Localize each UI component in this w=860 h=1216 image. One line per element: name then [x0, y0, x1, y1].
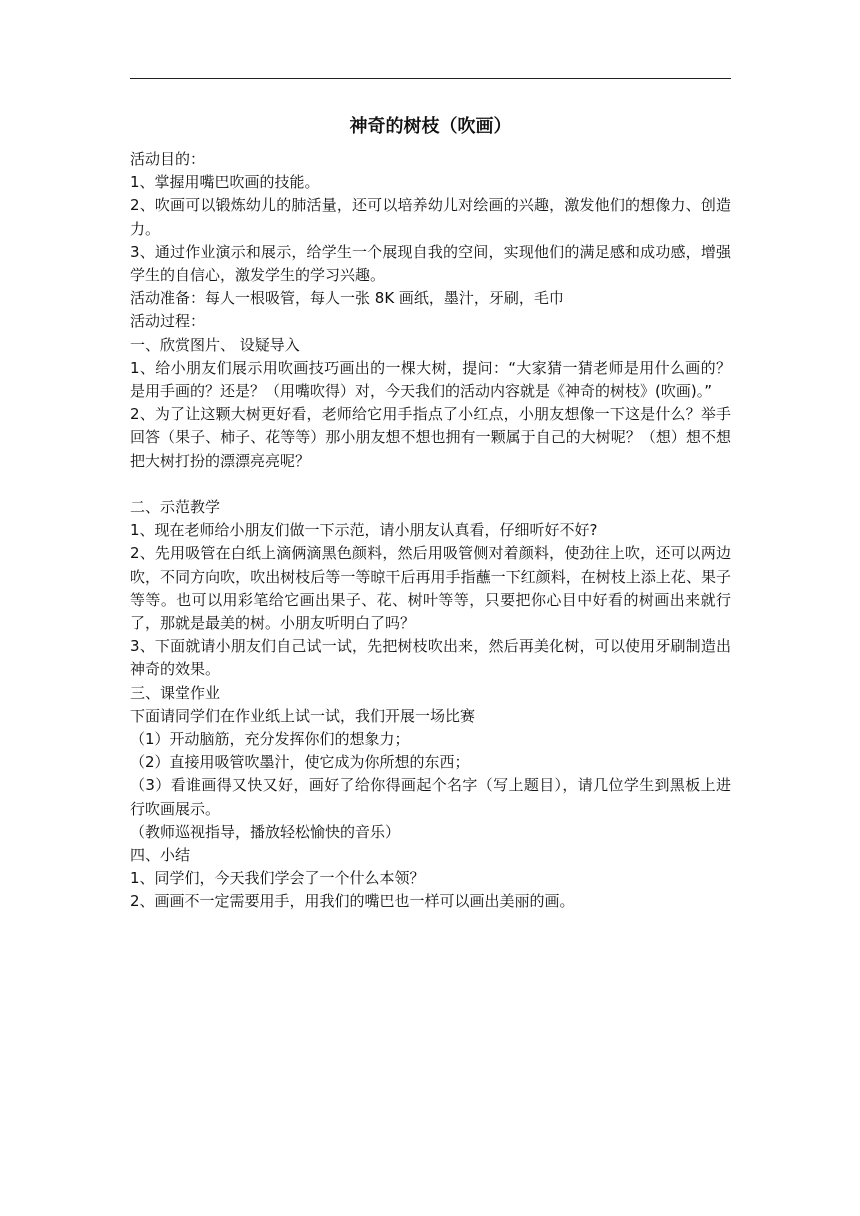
part-2-step-3: 3、下面就请小朋友们自己试一试，先把树枝吹出来，然后再美化树，可以使用牙刷制造出神奇的效果。 [130, 637, 731, 679]
part-3-item-1: （1）开动脑筋，充分发挥你们的想象力； [130, 730, 410, 749]
part-3-heading: 三、课堂作业 [130, 683, 221, 702]
part-1-heading: 一、欣赏图片、 设疑导入 [130, 335, 300, 354]
section-heading-objectives: 活动目的： [130, 150, 206, 168]
part-3-item-2: （2）直接用吸管吹墨汁，使它成为你所想的东西； [130, 753, 470, 772]
part-4-item-2: 2、画画不一定需要用手，用我们的嘴巴也一样可以画出美丽的画。 [130, 892, 575, 911]
part-1-step-2: 2、为了让这颗大树更好看，老师给它用手指点了小红点，小朋友想像一下这是什么？举手回答（果子、柿子、花等等）那小朋友想不想也拥有一颗属于自己的大树呢？（想）想不想把大树打扮的漂漂亮亮呢？ [130, 405, 731, 470]
part-3-item-3: （3）看谁画得又快又好，画好了给你得画起个名字（写上题目），请几位学生到黑板上进行吹画展示。 [130, 776, 731, 818]
activity-preparation: 活动准备：每人一根吸管，每人一张 8K 画纸，墨汁，牙刷，毛巾 [130, 289, 564, 308]
objective-1: 1、掌握用嘴巴吹画的技能。 [130, 173, 320, 192]
part-3-intro: 下面请同学们在作业纸上试一试，我们开展一场比赛 [130, 706, 476, 725]
objective-3: 3、通过作业演示和展示，给学生一个展现自我的空间，实现他们的满足感和成功感，增强学生的自信心，激发学生的学习兴趣。 [130, 242, 731, 285]
part-3-note: （教师巡视指导，播放轻松愉快的音乐） [130, 822, 401, 841]
part-1-step-1: 1、给小朋友们展示用吹画技巧画出的一棵大树，提问：“大家猜一猜老师是用什么画的？是用手画的？还是？（用嘴吹得）对，今天我们的活动内容就是《神奇的树枝》(吹画)。” [130, 358, 731, 401]
part-4-heading: 四、小结 [130, 846, 191, 865]
part-2-step-1: 1、现在老师给小朋友们做一下示范，请小朋友认真看，仔细听好不好? [130, 521, 598, 540]
section-heading-process: 活动过程： [130, 312, 206, 331]
objective-2: 2、吹画可以锻炼幼儿的肺活量，还可以培养幼儿对绘画的兴趣，激发他们的想像力、创造力。 [130, 196, 731, 238]
document-title: 神奇的树枝（吹画） [349, 116, 512, 137]
blank-line [130, 473, 731, 496]
part-4-item-1: 1、同学们，今天我们学会了一个什么本领？ [130, 869, 425, 888]
header-rule [130, 78, 731, 79]
part-2-heading: 二、示范教学 [130, 498, 221, 517]
part-2-step-2: 2、先用吸管在白纸上滴俩滴黑色颜料，然后用吸管侧对着颜料，使劲往上吹，还可以两边吹，不同方向吹，吹出树枝后等一等晾干后再用手指蘸一下红颜料，在树枝上添上花、果子等等。也可以用彩笔给它画出果子、花、树叶等等，只要把你心目中好看的树画出来就行了，那就是最美的树。小朋友听明白了吗？ [130, 544, 731, 633]
document-body [130, 148, 731, 914]
